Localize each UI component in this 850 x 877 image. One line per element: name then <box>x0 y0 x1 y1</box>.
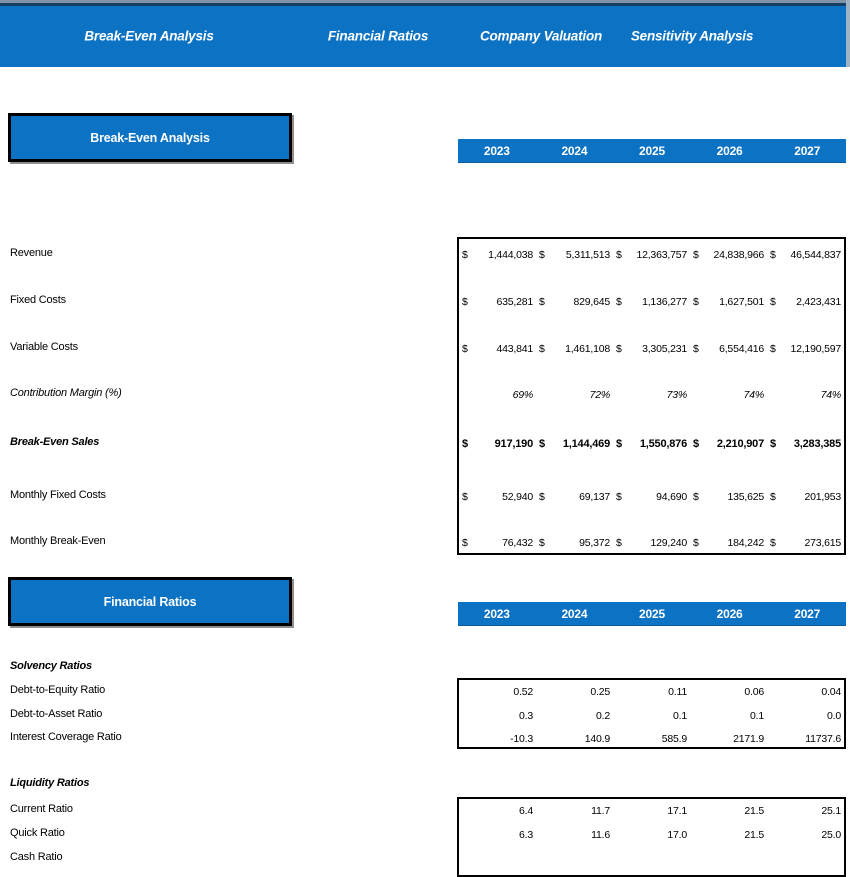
cell <box>767 850 844 868</box>
currency-symbol: $ <box>616 438 622 450</box>
year-cell: 2025 <box>639 144 665 158</box>
cell <box>767 683 844 701</box>
cell <box>459 683 536 701</box>
cell-value: 585.9 <box>661 733 687 745</box>
row-label-quick-ratio: Quick Ratio <box>10 827 65 839</box>
cell <box>690 802 767 820</box>
cell <box>613 435 690 453</box>
cell <box>536 488 613 506</box>
cell <box>767 293 844 311</box>
cell-value: 1,136,277 <box>642 296 687 308</box>
currency-symbol: $ <box>616 296 622 308</box>
currency-symbol: $ <box>539 491 545 503</box>
table-row-monthly-break-even <box>459 534 844 552</box>
year-cell: 2027 <box>794 607 821 621</box>
liquidity-ratios-table <box>457 797 846 877</box>
cell <box>767 340 844 358</box>
cell-value: 917,190 <box>494 438 533 450</box>
cell-value: 6.4 <box>519 805 533 817</box>
cell <box>459 802 536 820</box>
cell <box>536 534 613 552</box>
table-row-quick-ratio <box>459 826 844 844</box>
currency-symbol: $ <box>770 343 776 355</box>
year-header-break-even <box>458 139 846 163</box>
currency-symbol: $ <box>693 296 699 308</box>
cell <box>536 826 613 844</box>
cell <box>613 293 690 311</box>
currency-symbol: $ <box>462 343 468 355</box>
cell <box>690 293 767 311</box>
cell-value: 95,372 <box>579 537 610 549</box>
currency-symbol: $ <box>462 491 468 503</box>
nav-item-financial-ratios[interactable]: Financial Ratios <box>327 28 429 44</box>
cell <box>536 707 613 725</box>
currency-symbol: $ <box>616 249 622 261</box>
cell <box>690 683 767 701</box>
table-row-cash-ratio <box>459 850 844 868</box>
cell <box>536 435 613 453</box>
cell <box>459 386 536 404</box>
nav-item-sensitivity-analysis[interactable]: Sensitivity Analysis <box>630 28 754 44</box>
cell <box>536 730 613 748</box>
cell-value: 6,554,416 <box>719 343 764 355</box>
cell <box>613 850 690 868</box>
row-label-monthly-fixed-costs: Monthly Fixed Costs <box>10 489 106 501</box>
cell <box>459 293 536 311</box>
cell-value: 69% <box>512 389 533 401</box>
currency-symbol: $ <box>462 438 468 450</box>
cell-value: 1,444,038 <box>488 249 533 261</box>
cell <box>690 246 767 264</box>
row-label-monthly-break-even: Monthly Break-Even <box>10 535 106 547</box>
row-label-fixed-costs: Fixed Costs <box>10 294 66 306</box>
cell <box>613 488 690 506</box>
cell-value: 1,144,469 <box>562 438 610 450</box>
currency-symbol: $ <box>539 249 545 261</box>
table-row-break-even-sales <box>459 435 844 453</box>
solvency-ratios-table <box>457 678 846 749</box>
currency-symbol: $ <box>462 537 468 549</box>
currency-symbol: $ <box>770 249 776 261</box>
cell <box>613 340 690 358</box>
currency-symbol: $ <box>693 249 699 261</box>
table-row-monthly-fixed-costs <box>459 488 844 506</box>
cell-value: 129,240 <box>650 537 687 549</box>
year-cell: 2027 <box>794 144 821 158</box>
cell-value: 3,305,231 <box>642 343 687 355</box>
currency-symbol: $ <box>539 296 545 308</box>
row-label-debt-to-equity: Debt-to-Equity Ratio <box>10 684 106 696</box>
cell <box>690 435 767 453</box>
table-row-contribution-margin <box>459 386 844 404</box>
cell <box>690 534 767 552</box>
cell <box>459 435 536 453</box>
cell-value: 73% <box>666 389 687 401</box>
cell-value: 72% <box>589 389 610 401</box>
section-header-break-even[interactable]: Break-Even Analysis <box>8 113 292 162</box>
cell-value: 46,544,837 <box>790 249 841 261</box>
cell <box>459 246 536 264</box>
currency-symbol: $ <box>693 537 699 549</box>
cell-value: 0.52 <box>513 686 533 698</box>
cell-value: 21.5 <box>744 805 764 817</box>
currency-symbol: $ <box>539 438 545 450</box>
cell-value: 2,423,431 <box>796 296 841 308</box>
cell-value: 3,283,385 <box>793 438 841 450</box>
cell-value: 829,645 <box>573 296 610 308</box>
cell <box>459 850 536 868</box>
cell <box>536 340 613 358</box>
currency-symbol: $ <box>616 537 622 549</box>
year-cell: 2023 <box>483 607 510 621</box>
cell-value: 76,432 <box>502 537 533 549</box>
row-label-contribution-margin: Contribution Margin (%) <box>10 387 122 399</box>
cell-value: 17.1 <box>667 805 687 817</box>
row-label-break-even-sales: Break-Even Sales <box>10 436 100 448</box>
table-row-variable-costs <box>459 340 844 358</box>
cell-value: 1,550,876 <box>639 438 687 450</box>
cell-value: 25.1 <box>821 805 841 817</box>
cell <box>459 707 536 725</box>
cell-value: 1,627,501 <box>719 296 764 308</box>
cell-value: 2,210,907 <box>716 438 764 450</box>
cell-value: 17.0 <box>667 829 687 841</box>
row-label-variable-costs: Variable Costs <box>10 341 78 353</box>
cell <box>767 707 844 725</box>
cell <box>536 802 613 820</box>
cell-value: 0.0 <box>827 710 841 722</box>
currency-symbol: $ <box>539 537 545 549</box>
cell-value: 443,841 <box>496 343 533 355</box>
currency-symbol: $ <box>616 343 622 355</box>
cell <box>767 246 844 264</box>
cell <box>459 488 536 506</box>
cell <box>767 386 844 404</box>
cell <box>536 386 613 404</box>
table-row-current-ratio <box>459 802 844 820</box>
cell-value: 11.7 <box>591 805 610 817</box>
cell-value: 12,363,757 <box>636 249 687 261</box>
currency-symbol: $ <box>693 343 699 355</box>
currency-symbol: $ <box>770 296 776 308</box>
cell-value: 2171.9 <box>733 733 764 745</box>
year-cell: 2026 <box>716 144 743 158</box>
cell-value: 0.2 <box>596 710 610 722</box>
cell <box>613 730 690 748</box>
cell <box>613 826 690 844</box>
currency-symbol: $ <box>539 343 545 355</box>
cell <box>690 386 767 404</box>
cell <box>459 534 536 552</box>
row-label-revenue: Revenue <box>10 247 53 259</box>
nav-item-break-even-analysis[interactable]: Break-Even Analysis <box>84 28 214 44</box>
cell <box>767 826 844 844</box>
currency-symbol: $ <box>770 438 776 450</box>
cell <box>536 293 613 311</box>
cell-value: 21.5 <box>744 829 764 841</box>
nav-item-company-valuation[interactable]: Company Valuation <box>479 28 603 44</box>
currency-symbol: $ <box>770 491 776 503</box>
cell <box>690 826 767 844</box>
top-strip-navy <box>0 3 850 6</box>
table-row-interest-coverage <box>459 730 844 748</box>
year-cell: 2023 <box>483 144 510 158</box>
currency-symbol: $ <box>770 537 776 549</box>
currency-symbol: $ <box>693 438 699 450</box>
cell <box>690 707 767 725</box>
currency-symbol: $ <box>693 491 699 503</box>
cell-value: 635,281 <box>496 296 533 308</box>
cell-value: 0.25 <box>590 686 610 698</box>
table-row-fixed-costs <box>459 293 844 311</box>
cell-value: 11.6 <box>591 829 610 841</box>
cell <box>690 340 767 358</box>
cell <box>767 730 844 748</box>
cell-value: 135,625 <box>727 491 764 503</box>
cell <box>536 683 613 701</box>
cell-value: 0.1 <box>673 710 687 722</box>
cell <box>536 246 613 264</box>
cell <box>690 850 767 868</box>
cell-value: 0.1 <box>750 710 764 722</box>
currency-symbol: $ <box>462 249 468 261</box>
cell-value: 12,190,597 <box>790 343 841 355</box>
table-row-debt-to-equity <box>459 683 844 701</box>
cell-value: 1,461,108 <box>565 343 610 355</box>
cell-value: 74% <box>743 389 764 401</box>
cell <box>690 488 767 506</box>
cell <box>459 730 536 748</box>
year-cell: 2025 <box>639 607 665 621</box>
cell-value: 74% <box>820 389 841 401</box>
cell-value: 0.3 <box>519 710 533 722</box>
cell <box>459 340 536 358</box>
cell <box>613 534 690 552</box>
cell-value: 0.06 <box>744 686 764 698</box>
cell-value: 24,838,966 <box>713 249 764 261</box>
group-heading-liquidity-ratios: Liquidity Ratios <box>10 777 90 789</box>
year-cell: 2026 <box>716 607 743 621</box>
section-header-financial-ratios[interactable]: Financial Ratios <box>8 577 292 626</box>
group-heading-solvency-ratios: Solvency Ratios <box>10 660 92 672</box>
cell <box>613 707 690 725</box>
break-even-table <box>457 237 846 555</box>
cell-value: 201,953 <box>804 491 841 503</box>
cell <box>767 802 844 820</box>
cell-value: 184,242 <box>727 537 764 549</box>
cell-value: 0.11 <box>668 686 687 698</box>
table-row-debt-to-asset <box>459 707 844 725</box>
cell-value: 273,615 <box>804 537 841 549</box>
cell <box>536 850 613 868</box>
nav-right-edge <box>846 0 850 67</box>
cell-value: 140.9 <box>584 733 610 745</box>
row-label-debt-to-asset: Debt-to-Asset Ratio <box>10 708 103 720</box>
cell <box>613 683 690 701</box>
cell <box>690 730 767 748</box>
cell-value: 94,690 <box>656 491 687 503</box>
cell <box>613 386 690 404</box>
cell-value: -10.3 <box>510 733 533 745</box>
cell-value: 6.3 <box>519 829 533 841</box>
cell-value: 0.04 <box>821 686 841 698</box>
currency-symbol: $ <box>616 491 622 503</box>
cell <box>459 826 536 844</box>
cell-value: 11737.6 <box>805 733 841 745</box>
currency-symbol: $ <box>462 296 468 308</box>
cell <box>767 534 844 552</box>
cell-value: 5,311,513 <box>565 249 610 261</box>
cell-value: 69,137 <box>579 491 610 503</box>
row-label-current-ratio: Current Ratio <box>10 803 73 815</box>
table-row-revenue <box>459 246 844 264</box>
cell <box>613 802 690 820</box>
cell <box>767 488 844 506</box>
row-label-cash-ratio: Cash Ratio <box>10 851 63 863</box>
cell <box>613 246 690 264</box>
cell <box>767 435 844 453</box>
cell-value: 52,940 <box>502 491 533 503</box>
year-cell: 2024 <box>561 607 588 621</box>
cell-value: 25.0 <box>821 829 841 841</box>
year-header-financial-ratios <box>458 602 846 626</box>
row-label-interest-coverage: Interest Coverage Ratio <box>10 731 122 743</box>
top-navigation-bar <box>0 0 850 67</box>
year-cell: 2024 <box>561 144 588 158</box>
